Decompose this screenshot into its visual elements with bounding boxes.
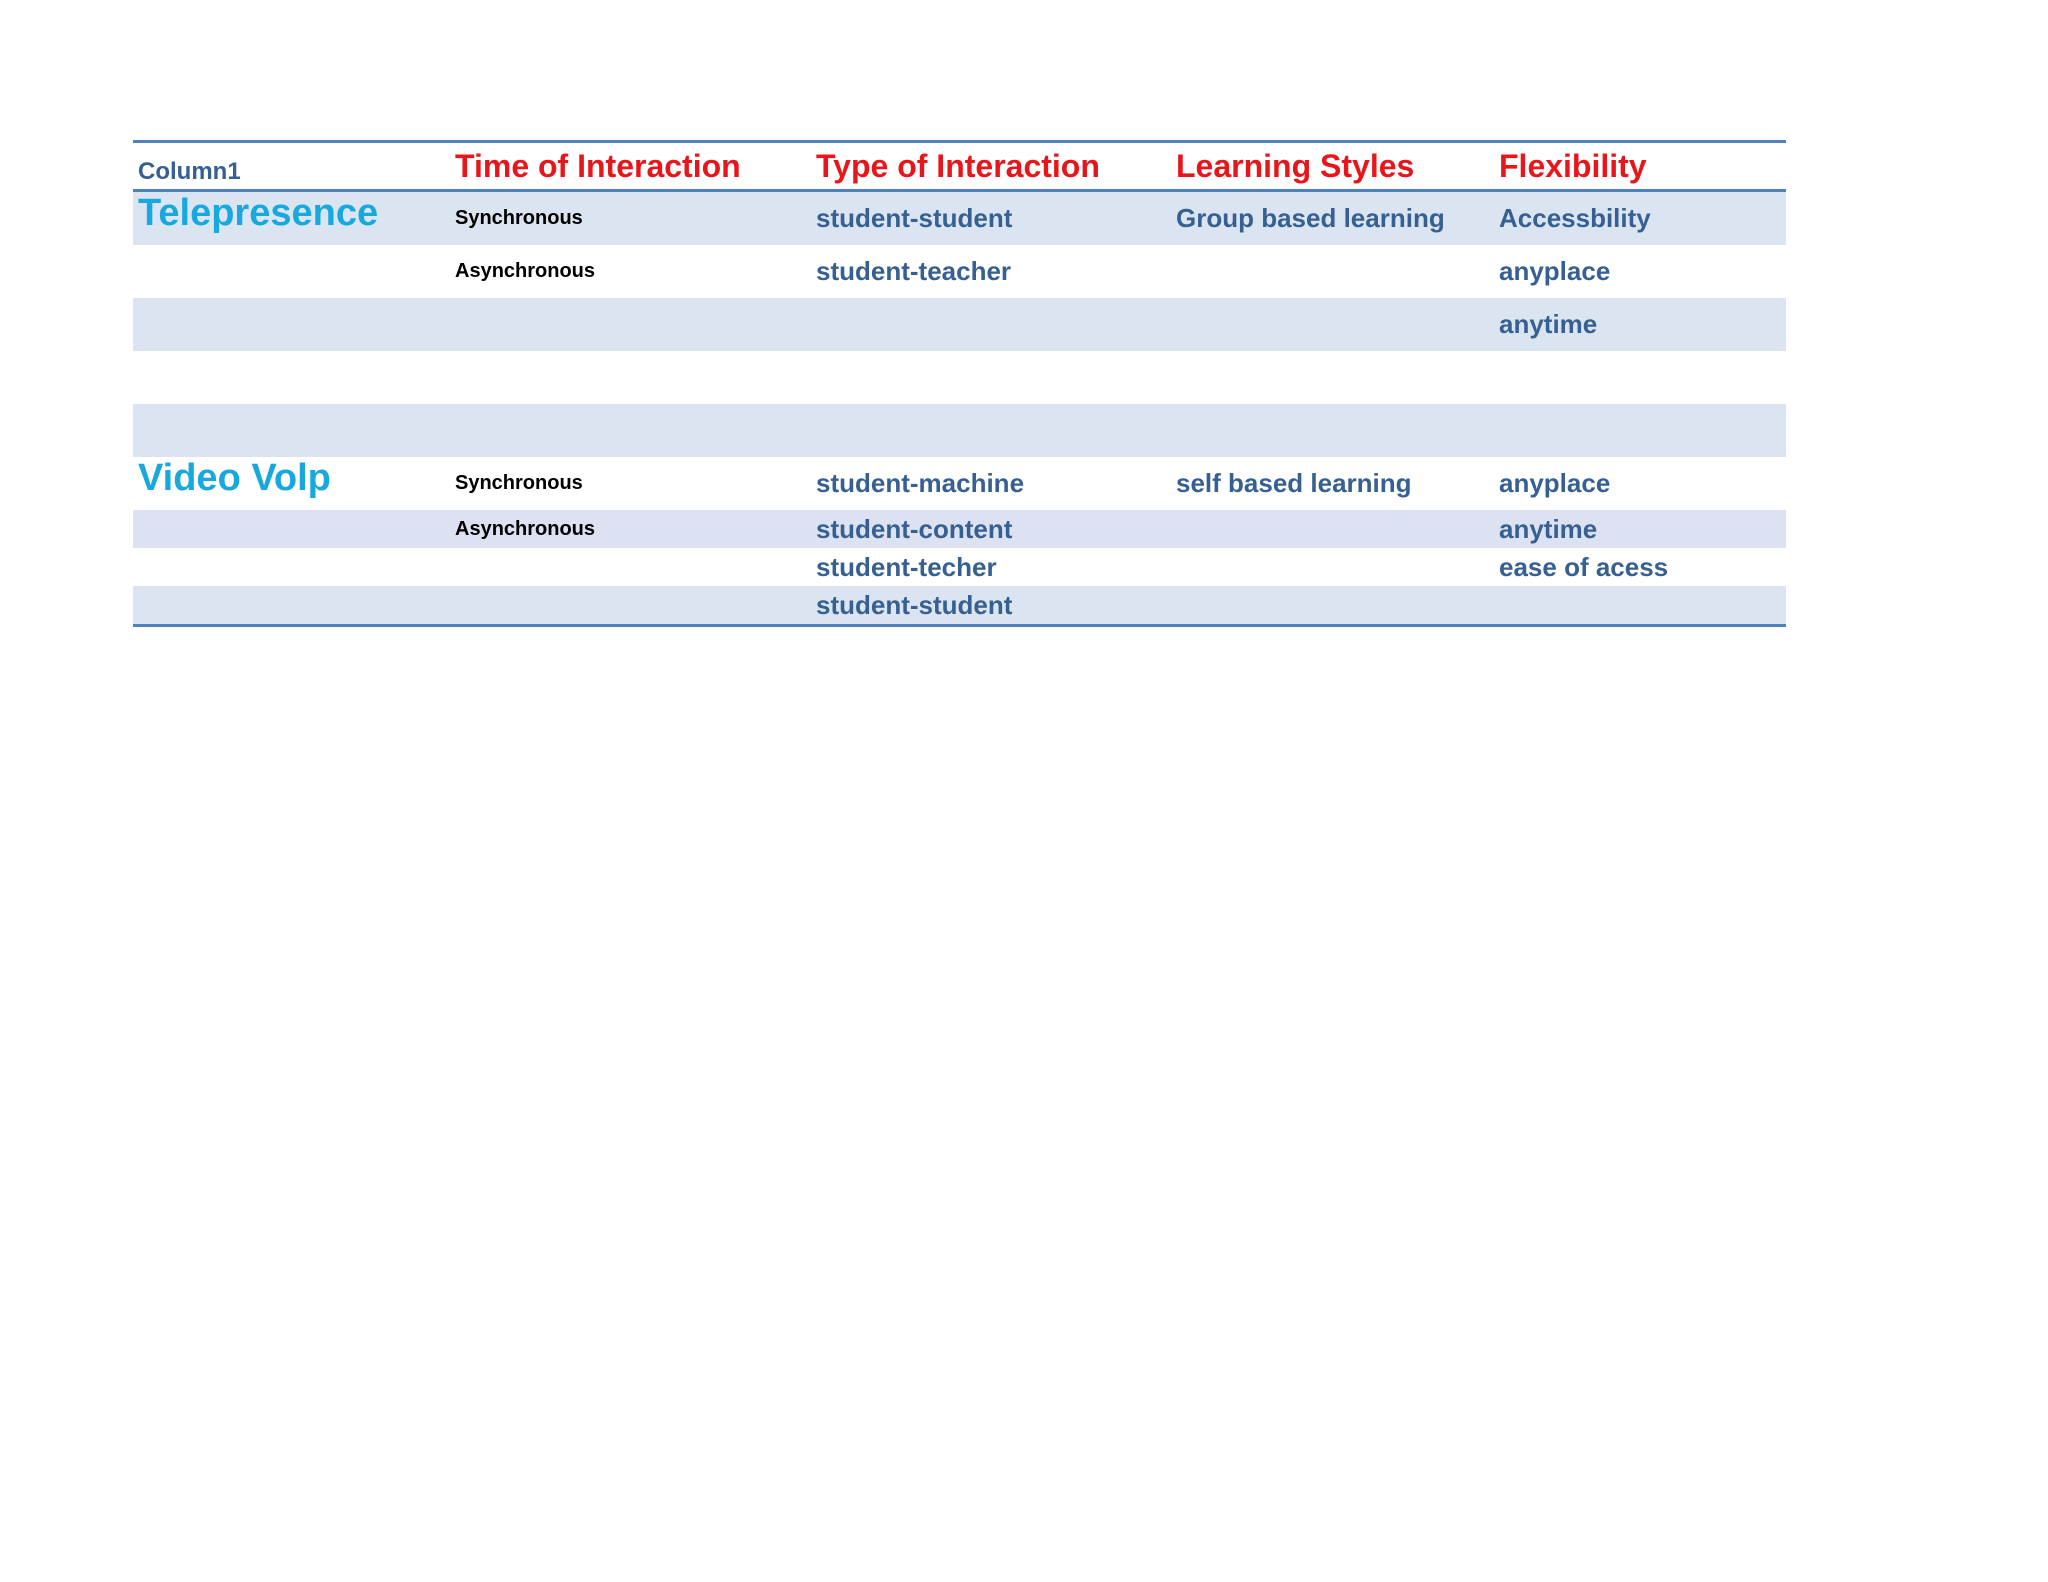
table-row — [133, 457, 1786, 510]
time-cell[interactable]: Synchronous — [455, 207, 583, 229]
header-type-of-interaction[interactable]: Type of Interaction — [816, 147, 1100, 184]
styles-cell[interactable]: Group based learning — [1176, 203, 1445, 233]
header-flexibility[interactable]: Flexibility — [1499, 147, 1647, 184]
time-cell[interactable]: Asynchronous — [455, 517, 596, 540]
table-row — [133, 298, 1786, 351]
table-row — [133, 586, 1786, 624]
header-time-of-interaction[interactable]: Time of Interaction — [455, 147, 741, 184]
type-cell[interactable]: student-teacher — [816, 256, 1012, 286]
table-row — [133, 245, 1786, 298]
table-row — [133, 404, 1786, 457]
type-cell[interactable]: student-student — [816, 589, 1013, 620]
group-cell[interactable]: Telepresence — [138, 192, 379, 234]
flex-cell[interactable]: ease of acess — [1499, 551, 1669, 582]
time-cell[interactable]: Synchronous — [455, 472, 583, 494]
flex-cell[interactable]: anyplace — [1499, 256, 1611, 286]
type-cell[interactable]: student-machine — [816, 468, 1025, 498]
type-cell[interactable]: student-student — [816, 203, 1013, 233]
header-learning-styles[interactable]: Learning Styles — [1176, 147, 1415, 184]
type-cell[interactable]: student-content — [816, 513, 1013, 544]
flex-cell[interactable]: anyplace — [1499, 468, 1611, 498]
group-cell[interactable]: Video Volp — [138, 457, 331, 499]
flex-cell[interactable]: anytime — [1499, 513, 1598, 544]
flex-cell[interactable]: Accessbility — [1499, 203, 1651, 233]
time-cell[interactable]: Asynchronous — [455, 260, 596, 282]
header-column1[interactable]: Column1 — [138, 158, 241, 185]
table-row — [133, 192, 1786, 245]
styles-cell[interactable]: self based learning — [1176, 468, 1412, 498]
data-table — [133, 140, 1786, 627]
table-row — [133, 510, 1786, 548]
table-header-row — [133, 143, 1786, 192]
flex-cell[interactable]: anytime — [1499, 309, 1598, 339]
table-row — [133, 548, 1786, 586]
type-cell[interactable]: student-techer — [816, 551, 997, 582]
table-row — [133, 351, 1786, 404]
